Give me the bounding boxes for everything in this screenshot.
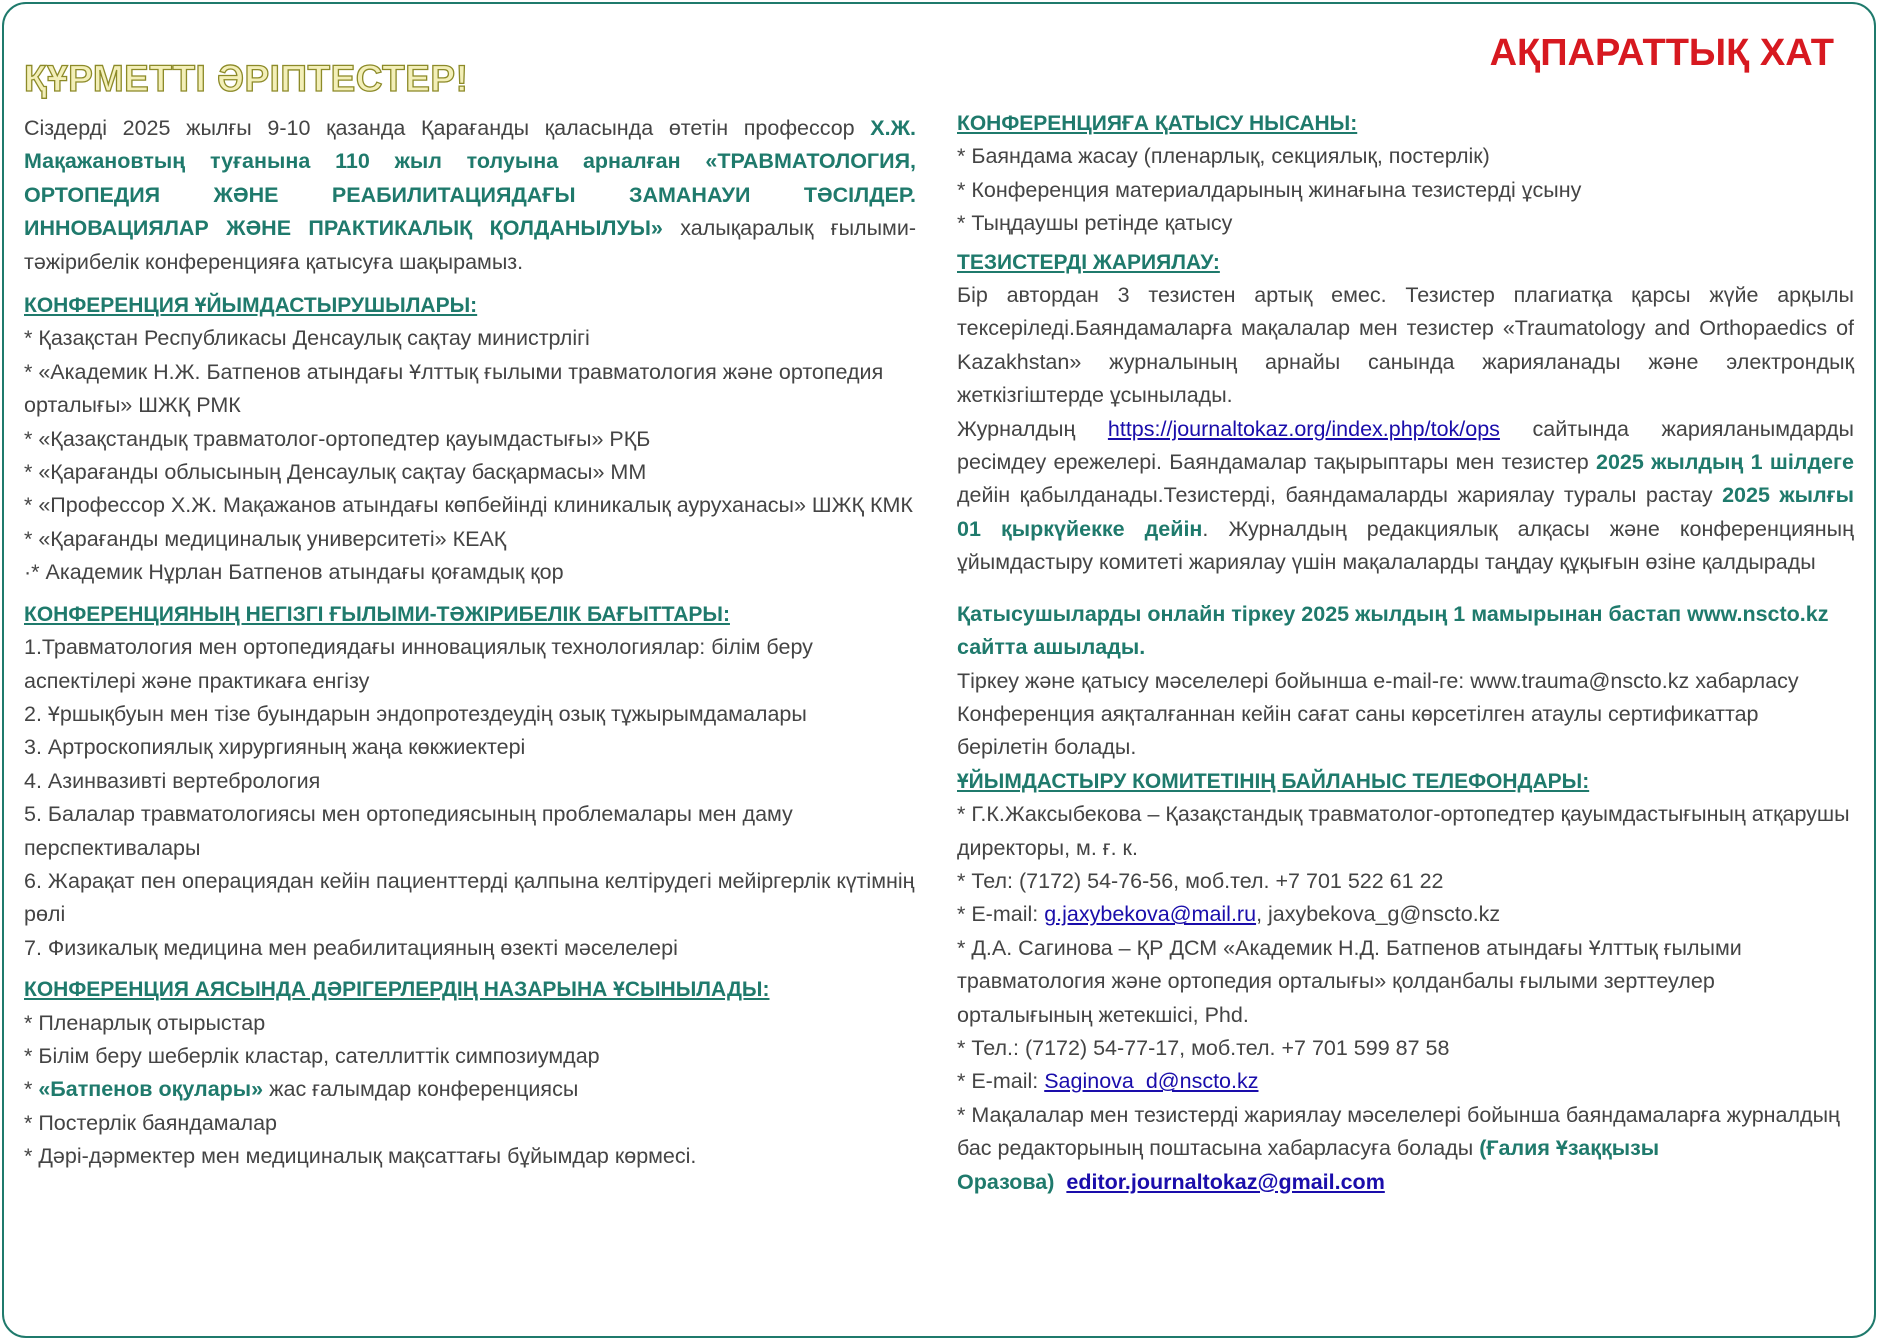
- deadline-submission: 2025 жылдың 1 шілдеге: [1596, 450, 1854, 475]
- registration-notice: Қатысушыларды онлайн тіркеу 2025 жылдың 1 мамырынан бастап www.nscto.kz сайтта ашылады.: [957, 601, 1829, 660]
- contact-1-email-link[interactable]: g.jaxybekova@mail.ru: [1044, 902, 1257, 927]
- journal-link[interactable]: https://journaltokaz.org/index.php/tok/ops: [1107, 416, 1500, 441]
- contact-2-name: * Д.А. Сагинова – ҚР ДСМ «Академик Н.Д. Батпенов атындағы Ұлттық ғылыми травматология және ортопедия орталығы» қолданбалы ғылыми зерттеулер орталығының жетекшісі, Phd.: [957, 935, 1742, 1027]
- intro-paragraph: [24, 112, 916, 279]
- right-column: [957, 107, 1854, 1199]
- list-item: * Білім беру шеберлік кластар, сателлиттік симпозиумдар: [24, 1043, 600, 1068]
- intro-text-2: халықаралық ғылыми- тәжірибелік конференцияға қатысуға шақырамыз.: [24, 216, 916, 274]
- contact-2-email: [957, 1065, 1854, 1098]
- contact-1-phone: * Тел: (7172) 54-76-56, моб.тел. +7 701 522 61 22: [957, 868, 1444, 893]
- certificate-notice: Конференция аяқталғаннан кейін сағат саны көрсетілген атаулы сертификаттар берілетін болады.: [957, 701, 1759, 760]
- list-item: * Постерлік баяндамалар: [24, 1110, 277, 1135]
- contact-1-name: * Г.К.Жаксыбекова – Қазақстандық травматолог-ортопедтер қауымдастығының атқарушы директоры, м. ғ. к.: [957, 802, 1850, 860]
- list-item: * Пленарлық отырыстар: [24, 1010, 266, 1035]
- email-label: * E-mail:: [957, 902, 1045, 927]
- contact-2-email-link[interactable]: Saginova_d@nscto.kz: [1044, 1069, 1259, 1094]
- list-item: * «Профессор Х.Ж. Мақажанов атындағы көпбейінді клиникалық ауруханасы» ШЖҚ КМК: [24, 493, 913, 518]
- list-item: * Баяндама жасау (пленарлық, секциялық, постерлік): [957, 144, 1490, 169]
- list-item: 2. Ұршықбуын мен тізе буындарын эндопротездеудің озық тұжырымдамалары: [24, 701, 807, 726]
- list-item-text: жас ғалымдар конференциясы: [263, 1077, 579, 1102]
- intro-conference-title: Х.Ж. Мақажановтың туғанына 110 жыл толуына арналған «ТРАВМАТОЛОГИЯ, ОРТОПЕДИЯ ЖӘНЕ РЕАБИЛИТАЦИЯДАҒЫ ЗАМАНАУИ ТӘСІЛДЕР. ИННОВАЦИЯЛАР ЖӘНЕ ПРАКТИКАЛЫҚ ҚОЛДАНЫЛУЫ»: [24, 116, 916, 241]
- editor-name: (Ғалия Ұзаққызы Оразова): [957, 1136, 1660, 1194]
- list-item: * Тыңдаушы ретінде қатысу: [957, 211, 1233, 236]
- registration-email: Тіркеу және қатысу мәселелері бойынша e-mail-ге: www.trauma@nscto.kz хабарласу: [957, 668, 1799, 693]
- list-item: * «Қазақстандық травматолог-ортопедтер қауымдастығы» РҚБ: [24, 426, 651, 451]
- intro-text-1: Сіздерді 2025 жылғы 9-10 қазанда Қарағанды қаласында өтетін профессор: [24, 116, 871, 140]
- list-item: * Қазақстан Республикасы Денсаулық сақтау министрлігі: [24, 326, 590, 351]
- theses-text: Журналдың: [957, 416, 1108, 441]
- list-item: 7. Физикалық медицина мен реабилитацияның өзекті мәселелері: [24, 935, 678, 960]
- contact-3-text: * Мақалалар мен тезистерді жариялау мәселелері бойынша баяндамаларға журналдың бас редакторының поштасына хабарласуға болады: [957, 1102, 1840, 1161]
- theses-heading: ТЕЗИСТЕРДІ ЖАРИЯЛАУ:: [957, 250, 1220, 274]
- theses-paragraph: Бір автордан 3 тезистен артық емес. Тезистер плагиатқа қарсы жүйе арқылы тексеріледі.Баяндамаларға мақалалар мен тезистер «Traumatology and Orthopaedics of Kazakhstan» журналының арнайы санында жарияланады және электрондық жеткізгіштерде ұсынылады.: [957, 283, 1854, 408]
- list-item: 1.Травматология мен ортопедиядағы инновациялық технологиялар: білім беру аспектілері және практикаға енгізу: [24, 635, 813, 693]
- contact-2-phone: * Тел.: (7172) 54-77-17, моб.тел. +7 701 599 87 58: [957, 1035, 1450, 1060]
- list-item: 5. Балалар травматологиясы мен ортопедиясының проблемалары мен даму перспективалары: [24, 802, 793, 860]
- email-text: , jaxybekova_g@nscto.kz: [1256, 902, 1501, 927]
- editor-email-link[interactable]: editor.journaltokaz@gmail.com: [1066, 1169, 1385, 1194]
- theses-text: дейін қабылданады.Тезистерді, баяндамаларды жариялау туралы растау: [957, 483, 1723, 508]
- list-item: * Дәрі-дәрмектер мен медициналық мақсаттағы бұйымдар көрмесі.: [24, 1144, 697, 1169]
- list-item: ·* Академик Нұрлан Батпенов атындағы қоғамдық қор: [24, 560, 564, 585]
- bullet: *: [24, 1077, 39, 1102]
- contact-3: [957, 1099, 1854, 1199]
- list-item: * «Қарағанды облысының Денсаулық сақтау басқармасы» ММ: [24, 460, 647, 485]
- contacts-heading: ҰЙЫМДАСТЫРУ КОМИТЕТІНІҢ БАЙЛАНЫС ТЕЛЕФОНДАРЫ:: [957, 769, 1590, 793]
- list-item: 4. Азинвазивті вертебрология: [24, 768, 321, 793]
- list-item: * «Академик Н.Ж. Батпенов атындағы Ұлттық ғылыми травматология және ортопедия орталығы» ШЖҚ РМК: [24, 359, 884, 418]
- participation-list: [957, 140, 1854, 240]
- organizers-list: [24, 322, 916, 589]
- organizers-heading: КОНФЕРЕНЦИЯ ҰЙЫМДАСТЫРУШЫЛАРЫ:: [24, 294, 478, 318]
- theses-text: сайтында жарияланымдарды ресімдеу ережелері. Баяндамалар тақырыптары мен тезистер: [957, 416, 1854, 475]
- email-label: * E-mail:: [957, 1069, 1045, 1094]
- list-item: * «Қарағанды медициналық университеті» КЕАҚ: [24, 526, 507, 551]
- main-title: ҚҰРМЕТТІ ӘРІПТЕСТЕР!: [24, 58, 469, 99]
- list-item: * Конференция материалдарының жинағына тезистерді ұсыну: [957, 177, 1582, 202]
- directions-list: [24, 631, 916, 965]
- list-item: 3. Артроскопиялық хирургияның жаңа көкжиектері: [24, 735, 526, 760]
- offered-heading: КОНФЕРЕНЦИЯ АЯСЫНДА ДӘРІГЕРЛЕРДІҢ НАЗАРЫНА ҰСЫНЫЛАДЫ:: [24, 978, 770, 1002]
- contacts-list: [957, 798, 1854, 1199]
- left-column: [24, 112, 916, 1174]
- contact-1-email: [957, 898, 1854, 931]
- deadline-confirmation: 2025 жылғы 01 қыркүйекке дейін: [957, 483, 1854, 541]
- batpenov-readings: «Батпенов оқулары»: [38, 1077, 264, 1102]
- document-type-title: АҚПАРАТТЫҚ ХАТ: [1489, 32, 1834, 74]
- offered-list: [24, 1007, 916, 1174]
- list-item: 6. Жарақат пен операциядан кейін пациенттерді қалпына келтірудегі мейіргерлік күтімнің рөлі: [24, 868, 915, 927]
- theses-text: . Журналдың редакциялық алқасы және конференцияның ұйымдастыру комитеті жариялау үшін мақалаларды таңдау құқығын өзіне қалдырады: [957, 516, 1854, 575]
- list-item: [24, 1073, 916, 1106]
- directions-heading: КОНФЕРЕНЦИЯНЫҢ НЕГІЗГІ ҒЫЛЫМИ-ТӘЖІРИБЕЛІК БАҒЫТТАРЫ:: [24, 602, 730, 626]
- participation-heading: КОНФЕРЕНЦИЯҒА ҚАТЫСУ НЫСАНЫ:: [957, 112, 1358, 135]
- theses-rules-paragraph: [957, 413, 1854, 580]
